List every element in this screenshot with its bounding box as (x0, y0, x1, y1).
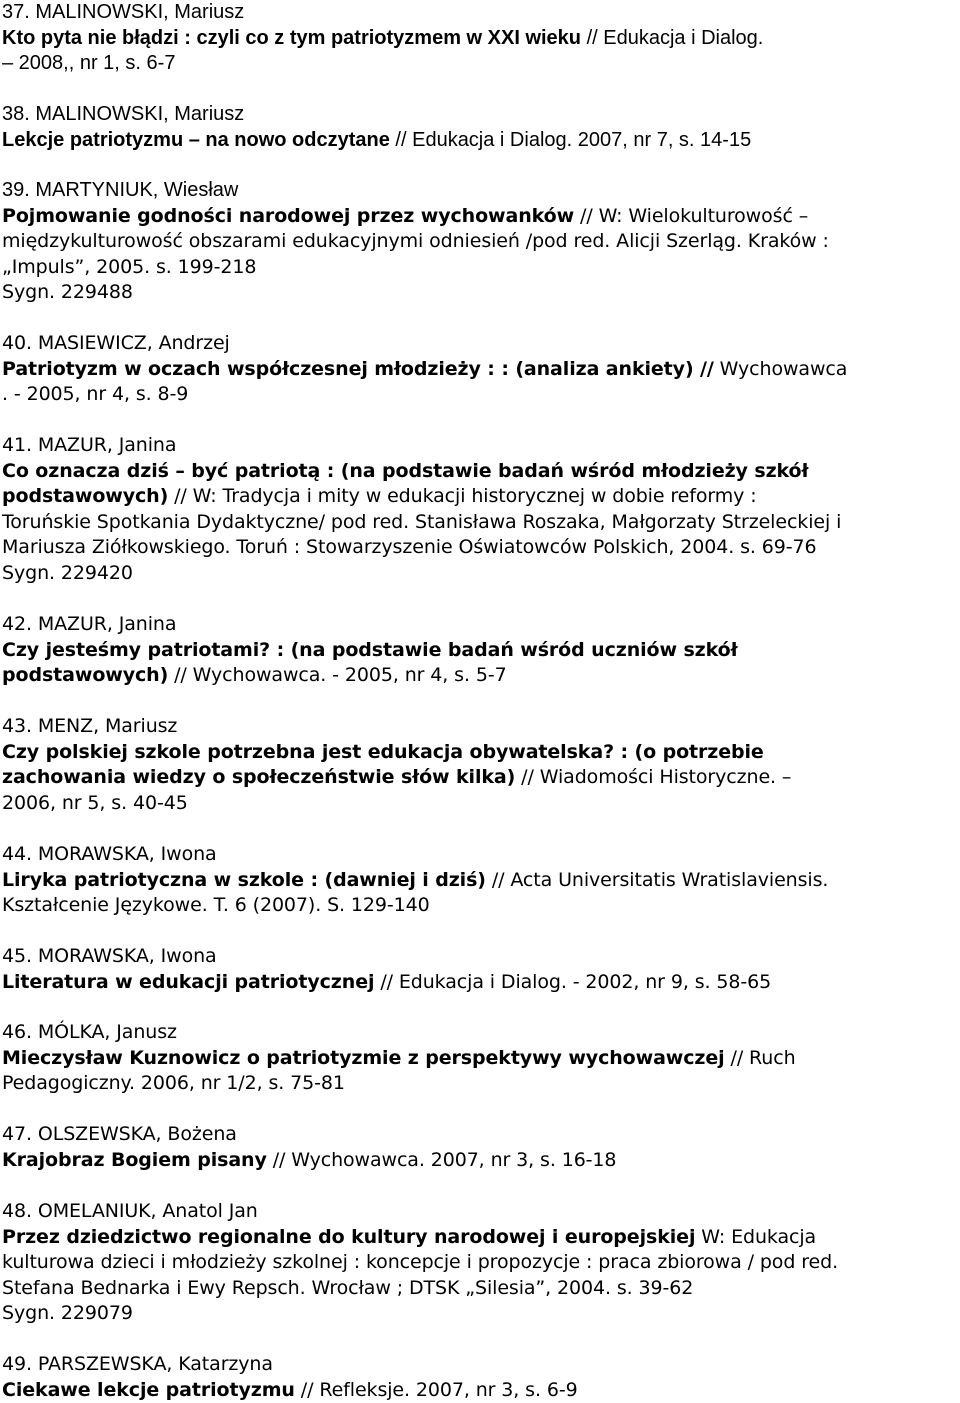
entry-title: Mieczysław Kuznowicz o patriotyzmie z perspektywy wychowawczej (2, 1046, 725, 1069)
entry-text-line (2, 740, 958, 766)
bibliography-entry (2, 1020, 958, 1097)
bibliography-entry (2, 944, 958, 995)
entry-segment: Kształcenie Językowe. T. 6 (2007). S. 129-140 (2, 894, 430, 917)
entry-segment: 45. MORAWSKA, Iwona (2, 945, 217, 967)
entry-text-line (2, 663, 958, 689)
entry-author (2, 1199, 958, 1225)
entry-text-line (2, 255, 958, 281)
entry-segment: // Acta Universitatis Wratislaviensis. (485, 868, 829, 891)
entry-segment: Sygn. 229488 (2, 281, 133, 304)
entry-segment: W: Edukacja (695, 1225, 817, 1248)
entry-segment: Sygn. 229079 (2, 1302, 133, 1325)
entry-title: Literatura w edukacji patriotycznej (2, 970, 375, 993)
entry-text-line (2, 868, 958, 894)
entry-text-line (2, 970, 958, 996)
entry-segment: 44. MORAWSKA, Iwona (2, 843, 217, 865)
bibliography-entry (2, 433, 958, 587)
entry-author (2, 331, 958, 357)
entry-segment: 49. PARSZEWSKA, Katarzyna (2, 1353, 273, 1375)
entry-text-line (2, 1148, 958, 1174)
entry-text-line (2, 893, 958, 919)
entry-segment: Wychowawca (713, 357, 848, 380)
entry-title: Ciekawe lekcje patriotyzmu (2, 1378, 295, 1401)
entry-author (2, 714, 958, 740)
entry-author (2, 944, 958, 970)
entry-author (2, 1352, 958, 1378)
entry-title: zachowania wiedzy o społeczeństwie słów kilka) (2, 766, 516, 789)
entry-title: Patriotyzm w oczach współczesnej młodzieży : : (analiza ankiety) // (2, 357, 714, 380)
entry-segment: „Impuls”, 2005. s. 199-218 (2, 255, 257, 278)
entry-text-line (2, 204, 958, 230)
entry-segment: 46. MÓLKA, Janusz (2, 1021, 177, 1043)
entry-text-line (2, 229, 958, 255)
entry-segment: // W: Tradycja i mity w edukacji historycznej w dobie reformy : (168, 485, 757, 508)
entry-title: Liryka patriotyczna w szkole : (dawniej i dziś) (2, 868, 486, 891)
entry-segment: kulturowa dzieci i młodzieży szkolnej : koncepcje i propozycje : praca zbiorowa / pod red. (2, 1251, 839, 1274)
entry-text-line (2, 638, 958, 664)
entry-segment: 47. OLSZEWSKA, Bożena (2, 1123, 237, 1145)
entry-text-line (2, 1046, 958, 1072)
entry-text-line (2, 51, 958, 77)
entry-segment: 48. OMELANIUK, Anatol Jan (2, 1200, 258, 1222)
entry-text-line (2, 791, 958, 817)
entry-title: Czy jesteśmy patriotami? : (na podstawie badań wśród uczniów szkół (2, 638, 738, 661)
bibliography-entry (2, 331, 958, 408)
bibliography-entry (2, 178, 958, 306)
bibliography-entry (2, 1352, 958, 1403)
entry-segment: 40. MASIEWICZ, Andrzej (2, 332, 230, 354)
bibliography-entry (2, 102, 958, 153)
entry-text-line (2, 280, 958, 306)
entry-title: Co oznacza dziś – być patriotą : (na podstawie badań wśród młodzieży szkół (2, 459, 809, 482)
bibliography-entry (2, 612, 958, 689)
entry-author (2, 612, 958, 638)
bibliography-entry (2, 1122, 958, 1173)
bibliography-entry (2, 842, 958, 919)
entry-segment: – 2008,, nr 1, s. 6-7 (2, 52, 176, 75)
entry-segment: . - 2005, nr 4, s. 8-9 (2, 383, 189, 406)
entry-text-line (2, 459, 958, 485)
entry-segment: 43. MENZ, Mariusz (2, 715, 178, 737)
entry-author (2, 842, 958, 868)
entry-text-line (2, 1378, 958, 1403)
entry-text-line (2, 765, 958, 791)
entry-text-line (2, 26, 958, 52)
entry-text-line (2, 1301, 958, 1327)
entry-author (2, 1122, 958, 1148)
entry-text-line (2, 484, 958, 510)
entry-title: Przez dziedzictwo regionalne do kultury narodowej i europejskiej (2, 1225, 696, 1248)
entry-segment: // Wychowawca. 2007, nr 3, s. 16-18 (266, 1148, 617, 1171)
entry-text-line (2, 382, 958, 408)
entry-segment: 39. MARTYNIUK, Wiesław (2, 179, 239, 201)
entry-segment: // Edukacja i Dialog. - 2002, nr 9, s. 58-65 (374, 970, 772, 993)
entry-author (2, 433, 958, 459)
entry-text-line (2, 128, 958, 154)
entry-title: podstawowych) (2, 485, 169, 508)
entry-segment: międzykulturowość obszarami edukacyjnymi odniesień /pod red. Alicji Szerląg. Kraków : (2, 230, 829, 253)
entry-author (2, 178, 958, 204)
entry-segment: // W: Wielokulturowość – (574, 204, 809, 227)
entry-text-line (2, 1250, 958, 1276)
entry-title: Kto pyta nie błądzi : czyli co z tym patriotyzmem w XXI wieku (2, 26, 582, 49)
entry-text-line (2, 1225, 958, 1251)
entry-segment: // Edukacja i Dialog. (581, 26, 764, 49)
entry-segment: // Refleksje. 2007, nr 3, s. 6-9 (294, 1378, 578, 1401)
entry-segment: 38. MALINOWSKI, Mariusz (2, 103, 245, 125)
entry-segment: // Wiadomości Historyczne. – (515, 766, 792, 789)
entry-segment: // Wychowawca. - 2005, nr 4, s. 5-7 (168, 664, 507, 687)
entry-segment: 37. MALINOWSKI, Mariusz (2, 1, 245, 23)
entry-segment: 42. MAZUR, Janina (2, 613, 177, 635)
entry-text-line (2, 1071, 958, 1097)
entry-text-line (2, 1276, 958, 1302)
entry-title: Krajobraz Bogiem pisany (2, 1148, 267, 1171)
entry-text-line (2, 561, 958, 587)
entry-segment: Stefana Bednarka i Ewy Repsch. Wrocław ; DTSK „Silesia”, 2004. s. 39-62 (2, 1276, 694, 1299)
entry-text-line (2, 510, 958, 536)
entry-author (2, 102, 958, 128)
entry-text-line (2, 357, 958, 383)
entry-segment: Sygn. 229420 (2, 561, 133, 584)
entry-title: Czy polskiej szkole potrzebna jest edukacja obywatelska? : (o potrzebie (2, 740, 764, 763)
entry-segment: // Edukacja i Dialog. 2007, nr 7, s. 14-15 (389, 128, 752, 151)
entry-title: Pojmowanie godności narodowej przez wychowanków (2, 204, 575, 227)
bibliography-entry (2, 1199, 958, 1327)
entry-segment: Toruńskie Spotkania Dydaktyczne/ pod red. Stanisława Roszaka, Małgorzaty Strzeleckiej i (2, 510, 842, 533)
entry-segment: // Ruch (724, 1046, 796, 1069)
entry-title: podstawowych) (2, 664, 169, 687)
entry-segment: 2006, nr 5, s. 40-45 (2, 791, 188, 814)
entry-text-line (2, 535, 958, 561)
entry-author (2, 1020, 958, 1046)
entry-segment: Mariusza Ziółkowskiego. Toruń : Stowarzyszenie Oświatowców Polskich, 2004. s. 69-76 (2, 536, 817, 559)
entry-segment: Pedagogiczny. 2006, nr 1/2, s. 75-81 (2, 1072, 345, 1095)
entry-author (2, 0, 958, 26)
bibliography-entry (2, 714, 958, 816)
entry-title: Lekcje patriotyzmu – na nowo odczytane (2, 128, 390, 151)
entry-segment: 41. MAZUR, Janina (2, 434, 177, 456)
bibliography-entry (2, 0, 958, 77)
